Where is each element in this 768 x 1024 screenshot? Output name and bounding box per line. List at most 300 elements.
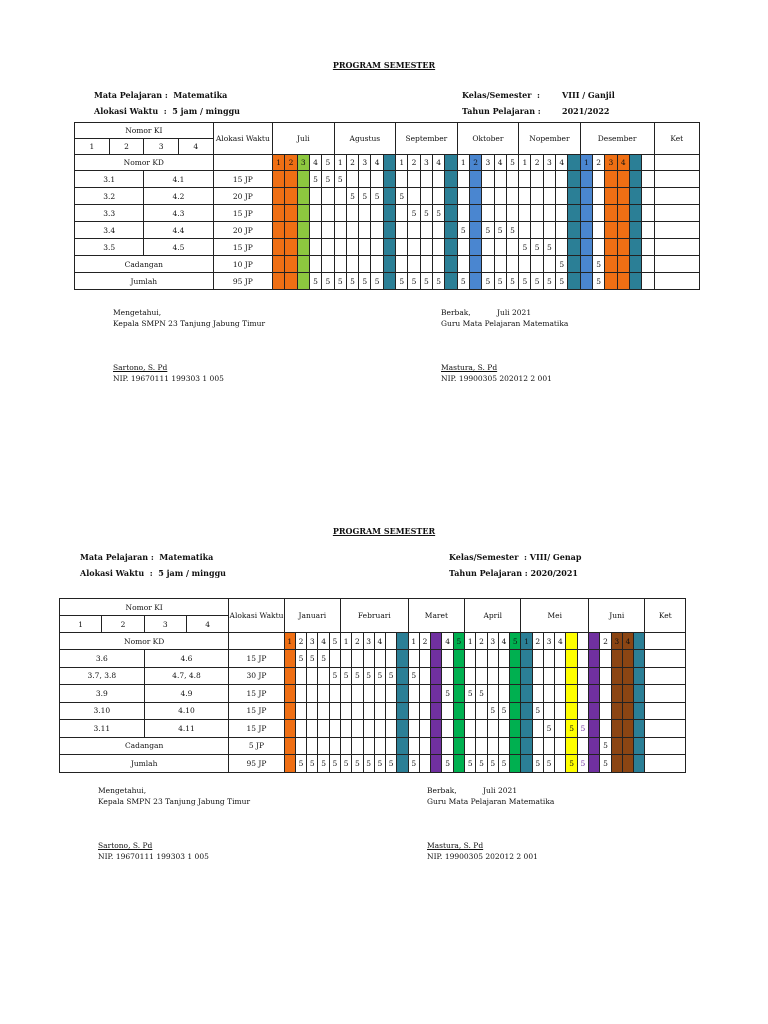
week-cell [494,239,506,256]
week-number: 1 [341,633,352,650]
week-cell [442,702,453,720]
week-cell [285,222,297,239]
week-cell [284,720,295,738]
week-cell: 5 [408,273,420,290]
week-number [634,633,645,650]
week-cell [566,702,577,720]
kd3-cell: 3.1 [75,171,144,188]
week-cell [577,667,588,685]
kelas-value: VIII/ Genap [529,552,582,562]
week-cell [431,720,442,738]
week-cell [543,256,555,273]
week-cell [580,222,592,239]
week-cell [285,171,297,188]
alokasi-cell: 30 JP [229,667,284,685]
week-cell [309,256,321,273]
week-cell [521,720,532,738]
week-cell [457,205,469,222]
week-cell: 5 [420,273,432,290]
mapel-value: Matematika [173,90,228,100]
doc1-program-table [74,122,700,290]
kd3-cell: 3.11 [60,720,145,738]
week-cell [510,667,521,685]
week-number: 2 [532,633,543,650]
week-cell [566,737,577,755]
kd3-cell: 3.7, 3.8 [60,667,145,685]
week-cell: 5 [506,273,518,290]
week-number: 4 [494,155,506,171]
week-cell [341,702,352,720]
week-cell [592,222,604,239]
week-number: 2 [600,633,611,650]
week-cell [600,667,611,685]
week-cell [629,171,641,188]
week-cell [556,188,568,205]
week-cell [284,755,295,773]
week-cell [457,239,469,256]
week-cell: 5 [295,650,306,668]
kd4-cell: 4.10 [144,702,229,720]
week-number [445,155,457,171]
week-number: 5 [506,155,518,171]
week-cell [642,188,654,205]
week-cell [469,205,481,222]
week-cell [543,685,554,703]
week-cell [543,205,555,222]
week-cell [334,205,346,222]
week-cell [611,667,622,685]
week-cell [611,702,622,720]
week-cell: 5 [476,685,487,703]
alokasi-cell: 5 JP [229,737,284,755]
kepala-nip: NIP. 19670111 199303 1 005 [113,374,224,383]
month-header: September [396,123,458,155]
week-cell [329,685,340,703]
week-cell [568,222,580,239]
week-cell [487,685,498,703]
week-cell [555,720,566,738]
blank-cell [229,633,284,650]
week-cell [383,188,395,205]
week-cell: 5 [498,755,509,773]
week-cell [396,171,408,188]
week-cell [273,273,285,290]
week-cell [469,256,481,273]
nomor-kd-header: Nomor KD [75,155,214,171]
week-number: 4 [556,155,568,171]
doc2-alokasi: Alokasi Waktu : 5 jam / minggu [80,568,226,578]
week-cell [519,222,531,239]
week-cell [498,667,509,685]
table-row [75,256,700,273]
week-cell [469,171,481,188]
week-cell [309,188,321,205]
table-row [60,737,686,755]
ket-cell [645,755,686,773]
week-cell: 5 [433,273,445,290]
week-cell: 5 [386,755,397,773]
week-cell: 5 [309,273,321,290]
month-header: Juli [273,123,335,155]
week-cell [445,273,457,290]
kd4-cell: 4.7, 4.8 [144,667,229,685]
week-number [568,155,580,171]
month-header: Oktober [457,123,519,155]
week-cell [273,188,285,205]
month-header: Maret [408,599,464,633]
week-cell [383,273,395,290]
week-cell [297,256,309,273]
week-cell [420,239,432,256]
week-number: 3 [605,155,617,171]
kd3-cell: 3.3 [75,205,144,222]
week-cell [589,720,600,738]
week-cell [297,239,309,256]
week-cell [521,667,532,685]
week-cell [359,239,371,256]
week-cell [284,667,295,685]
week-cell [592,171,604,188]
week-cell [396,222,408,239]
week-cell [307,685,318,703]
mapel-value: Matematika [159,552,214,562]
week-cell [566,685,577,703]
week-cell [352,737,363,755]
week-number: 3 [363,633,374,650]
month-header: Mei [521,599,589,633]
month-header: Desember [580,123,654,155]
kd4-cell: 4.5 [144,239,213,256]
week-cell [346,222,358,239]
doc2-mapel: Mata Pelajaran : Matematika [80,552,214,562]
week-cell [629,239,641,256]
week-number: 2 [531,155,543,171]
week-cell [297,222,309,239]
week-cell [465,720,476,738]
week-cell [408,650,419,668]
week-cell [408,702,419,720]
ki-number: 4 [178,139,213,155]
ket-cell [645,667,686,685]
week-cell [397,702,408,720]
week-cell [611,755,622,773]
week-cell [568,256,580,273]
week-cell: 5 [506,222,518,239]
week-cell [611,737,622,755]
week-cell [383,239,395,256]
week-cell: 5 [556,273,568,290]
week-cell [329,720,340,738]
week-cell [617,188,629,205]
week-cell: 5 [322,171,334,188]
week-cell [605,273,617,290]
mengetahui-text: Mengetahui, [98,786,147,795]
week-cell [396,239,408,256]
week-cell [556,205,568,222]
week-cell [469,239,481,256]
week-cell: 5 [396,188,408,205]
ket-cell [654,188,699,205]
week-cell [442,720,453,738]
week-cell [408,239,420,256]
alokasi-cell: 15 JP [229,720,284,738]
blank-cell [645,633,686,650]
table-row [75,273,700,290]
week-cell [617,239,629,256]
week-cell: 5 [577,720,588,738]
week-cell [420,171,432,188]
ket-cell [654,239,699,256]
week-cell [487,737,498,755]
week-cell [498,720,509,738]
week-cell [363,720,374,738]
week-cell [363,650,374,668]
week-cell [555,667,566,685]
month-header: Juni [589,599,645,633]
week-cell: 5 [363,755,374,773]
week-cell [469,188,481,205]
week-cell: 5 [408,755,419,773]
kd4-cell: 4.1 [144,171,213,188]
week-cell [589,737,600,755]
week-cell [374,685,385,703]
table-row [75,205,700,222]
week-cell [543,702,554,720]
week-cell [397,755,408,773]
week-cell [510,720,521,738]
week-cell [521,755,532,773]
alokasi-label: Alokasi Waktu [80,568,145,578]
ket-cell [654,171,699,188]
week-cell: 5 [295,755,306,773]
week-number: 5 [329,633,340,650]
ki-number: 2 [109,139,144,155]
week-number [629,155,641,171]
week-cell [634,650,645,668]
week-cell [568,239,580,256]
week-cell [408,737,419,755]
doc1-sign-right [441,307,568,384]
ket-cell [654,256,699,273]
week-cell [374,720,385,738]
week-number [383,155,395,171]
week-cell [622,650,633,668]
week-number: 2 [295,633,306,650]
week-cell [442,650,453,668]
week-cell [295,720,306,738]
week-cell [453,685,464,703]
week-number: 1 [589,633,600,650]
week-cell [543,171,555,188]
mapel-label: Mata Pelajaran [80,552,149,562]
week-cell [506,188,518,205]
week-cell [386,685,397,703]
doc1-title: PROGRAM SEMESTER [332,60,436,70]
week-cell [617,273,629,290]
week-cell [445,205,457,222]
week-cell: 5 [465,685,476,703]
week-cell: 5 [408,205,420,222]
week-cell [445,171,457,188]
week-cell [555,737,566,755]
week-cell [642,222,654,239]
week-cell [531,188,543,205]
week-cell [309,222,321,239]
week-cell: 5 [531,273,543,290]
week-cell [433,222,445,239]
week-cell [506,205,518,222]
header-row-months [60,599,686,616]
week-cell [352,650,363,668]
alokasi-waktu-header: Alokasi Waktu [213,123,272,155]
week-cell: 5 [457,222,469,239]
tahun-label: Tahun Pelajaran [462,106,536,116]
week-cell [445,188,457,205]
table-row [60,685,686,703]
week-cell [543,650,554,668]
week-cell [419,667,430,685]
week-cell [580,171,592,188]
week-cell [453,702,464,720]
week-cell [284,685,295,703]
week-cell [346,239,358,256]
month-header: Februari [341,599,409,633]
week-number: 1 [396,155,408,171]
table-row [75,171,700,188]
week-cell [465,667,476,685]
week-cell [555,702,566,720]
week-cell [568,188,580,205]
week-cell [420,188,432,205]
week-cell [531,256,543,273]
week-cell [543,737,554,755]
row-label: Cadangan [75,256,214,273]
table-row [60,650,686,668]
week-cell [482,256,494,273]
week-cell: 5 [318,650,329,668]
week-cell [605,205,617,222]
ket-cell [645,685,686,703]
ket-cell [645,737,686,755]
week-cell [600,685,611,703]
week-cell: 5 [396,273,408,290]
week-cell: 5 [408,667,419,685]
week-cell: 5 [566,720,577,738]
week-cell [494,188,506,205]
week-number [642,155,654,171]
week-number: 2 [285,155,297,171]
week-number: 3 [487,633,498,650]
guru-name: Mastura, S. Pd [441,363,498,372]
week-cell [476,720,487,738]
week-cell: 5 [359,188,371,205]
kelas-label: Kelas/Semester [449,552,519,562]
week-cell [629,273,641,290]
kd3-cell: 3.9 [60,685,145,703]
doc1-tahun-value: 2021/2022 [562,106,610,116]
week-cell [532,685,543,703]
kd3-cell: 3.4 [75,222,144,239]
week-cell [600,702,611,720]
week-cell [617,171,629,188]
week-number: 4 [433,155,445,171]
doc1-kelas-value: VIII / Ganjil [562,90,615,100]
week-cell [556,239,568,256]
week-cell [506,171,518,188]
week-cell [476,737,487,755]
week-cell [297,205,309,222]
week-cell [419,650,430,668]
week-cell: 5 [359,273,371,290]
kd4-cell: 4.3 [144,205,213,222]
week-cell: 5 [543,720,554,738]
week-number: 4 [442,633,453,650]
week-cell [605,239,617,256]
week-cell [334,188,346,205]
tempat-text: Berbak, [441,308,471,317]
week-cell [318,737,329,755]
week-cell [363,702,374,720]
week-cell [600,650,611,668]
week-cell: 5 [600,737,611,755]
week-cell [297,273,309,290]
row-label: Jumlah [75,273,214,290]
week-cell [629,256,641,273]
week-cell [617,256,629,273]
alokasi-cell: 95 JP [213,273,272,290]
week-cell [487,720,498,738]
week-number: 2 [476,633,487,650]
week-cell: 5 [494,222,506,239]
week-cell [532,667,543,685]
week-number: 3 [543,155,555,171]
month-header: April [465,599,521,633]
week-cell [396,205,408,222]
week-cell [431,667,442,685]
week-cell [494,205,506,222]
week-cell [341,737,352,755]
week-cell [519,188,531,205]
week-cell [510,737,521,755]
week-number: 1 [334,155,346,171]
week-cell [397,667,408,685]
week-cell [285,256,297,273]
week-cell: 5 [341,667,352,685]
week-cell [318,702,329,720]
week-number: 4 [371,155,383,171]
week-cell [307,737,318,755]
alokasi-cell: 15 JP [213,171,272,188]
week-cell [498,650,509,668]
week-cell [295,702,306,720]
nomor-ki-header: Nomor KI [75,123,214,139]
week-cell [642,256,654,273]
week-cell [634,685,645,703]
week-cell [577,702,588,720]
alokasi-cell: 15 JP [229,650,284,668]
kepala-name: Sartono, S. Pd [98,841,153,850]
week-number: 2 [352,633,363,650]
doc1-alokasi: Alokasi Waktu : 5 jam / minggu [94,106,240,116]
week-number: 4 [617,155,629,171]
week-cell [589,667,600,685]
week-cell [622,667,633,685]
week-cell [532,720,543,738]
ki-number: 3 [144,139,179,155]
week-cell [445,239,457,256]
week-cell: 5 [592,256,604,273]
week-cell [482,239,494,256]
